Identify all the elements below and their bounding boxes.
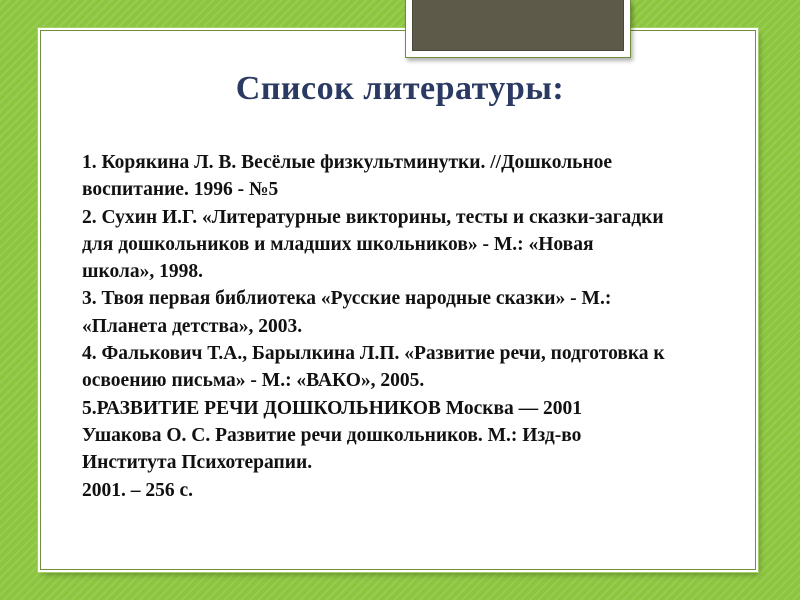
reference-line: Ушакова О. С. Развитие речи дошкольников. М.: Изд-во	[82, 424, 582, 446]
reference-line: для дошкольников и младших школьников» - М.: «Новая	[82, 233, 594, 255]
reference-line: 2001. – 256 с.	[82, 479, 194, 501]
reference-line: 5.РАЗВИТИЕ РЕЧИ ДОШКОЛЬНИКОВ Москва — 2001	[82, 397, 583, 419]
reference-line: освоению письма» - М.: «ВАКО», 2005.	[82, 370, 425, 392]
decorative-corner-tab-fill	[412, 0, 624, 51]
reference-line: школа», 1998.	[82, 261, 203, 283]
page-title: Список литературы:	[235, 70, 565, 107]
reference-line: «Планета детства», 2003.	[82, 315, 303, 337]
reference-line: Института Психотерапии.	[82, 452, 313, 474]
reference-line: 4. Фалькович Т.А., Барылкина Л.П. «Развитие речи, подготовка к	[82, 343, 665, 365]
reference-line: 3. Твоя первая библиотека «Русские народные сказки» - М.:	[82, 288, 612, 310]
reference-list	[82, 149, 762, 504]
reference-line: 1. Корякина Л. В. Весёлые физкультминутки. //Дошкольное	[82, 152, 613, 173]
reference-line: 2. Сухин И.Г. «Литературные викторины, тесты и сказки-загадки	[82, 206, 664, 228]
reference-line: воспитание. 1996 - №5	[82, 179, 279, 201]
decorative-corner-tab	[405, 0, 631, 58]
